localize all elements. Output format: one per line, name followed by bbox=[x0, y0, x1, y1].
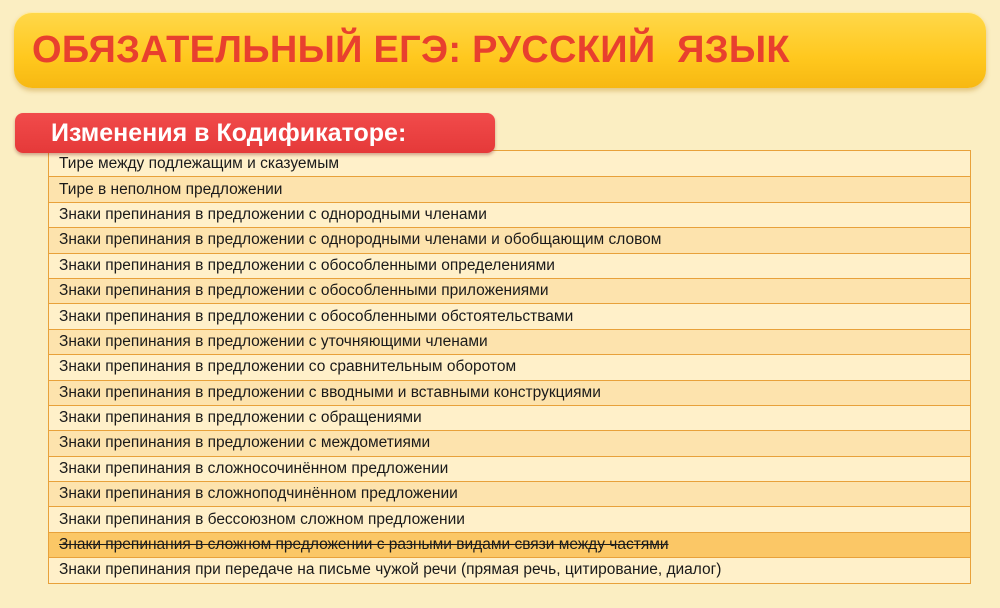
list-item bbox=[49, 202, 970, 227]
list-item bbox=[49, 405, 970, 430]
list-item-text: Знаки препинания в предложении с уточняющими членами bbox=[59, 332, 488, 350]
list-item bbox=[49, 227, 970, 252]
list-item-text: Тире в неполном предложении bbox=[59, 180, 283, 198]
list-item-text: Знаки препинания в предложении со сравнительным оборотом bbox=[59, 358, 517, 376]
list-item bbox=[49, 557, 970, 582]
list-item bbox=[49, 329, 970, 354]
list-item bbox=[49, 151, 970, 176]
list-item bbox=[49, 354, 970, 379]
list-item-text: Знаки препинания в предложении с обращениями bbox=[59, 409, 422, 427]
list-item bbox=[49, 481, 970, 506]
list-item bbox=[49, 456, 970, 481]
list-item-text: Знаки препинания в бессоюзном сложном предложении bbox=[59, 510, 465, 528]
list-item bbox=[49, 253, 970, 278]
list-item-text: Знаки препинания в предложении с обособленными приложениями bbox=[59, 282, 549, 300]
list-item bbox=[49, 380, 970, 405]
list-item-text: Знаки препинания в сложноподчинённом предложении bbox=[59, 485, 458, 503]
list-item bbox=[49, 278, 970, 303]
list-item-text: Знаки препинания при передаче на письме чужой речи (прямая речь, цитирование, диалог) bbox=[59, 561, 722, 579]
list-item-text: Знаки препинания в предложении с междометиями bbox=[59, 434, 431, 452]
list-item-text: Знаки препинания в предложении с вводными и вставными конструкциями bbox=[59, 383, 601, 401]
list-item bbox=[49, 430, 970, 455]
list-item-text: Знаки препинания в сложносочинённом предложении bbox=[59, 459, 449, 477]
list-item-text: Знаки препинания в предложении с однородными членами bbox=[59, 205, 487, 223]
page-title: ОБЯЗАТЕЛЬНЫЙ ЕГЭ: РУССКИЙ ЯЗЫК bbox=[32, 28, 790, 71]
list-item bbox=[49, 176, 970, 201]
list-item-text: Знаки препинания в предложении с обособленными определениями bbox=[59, 256, 555, 274]
list-item bbox=[49, 303, 970, 328]
list-item-text: Знаки препинания в предложении с обособленными обстоятельствами bbox=[59, 307, 574, 325]
list-item-struck bbox=[49, 532, 970, 557]
list-item-text: Тире между подлежащим и сказуемым bbox=[59, 154, 339, 172]
list-item-text: Знаки препинания в предложении с однородными членами и обобщающим словом bbox=[59, 231, 662, 249]
codifier-changes-list bbox=[48, 150, 971, 584]
section-title: Изменения в Кодификаторе: bbox=[51, 118, 407, 147]
title-banner bbox=[14, 12, 986, 88]
section-header bbox=[15, 113, 495, 153]
list-item bbox=[49, 506, 970, 531]
list-item-text: Знаки препинания в сложном предложении с разными видами связи между частями bbox=[59, 536, 669, 554]
